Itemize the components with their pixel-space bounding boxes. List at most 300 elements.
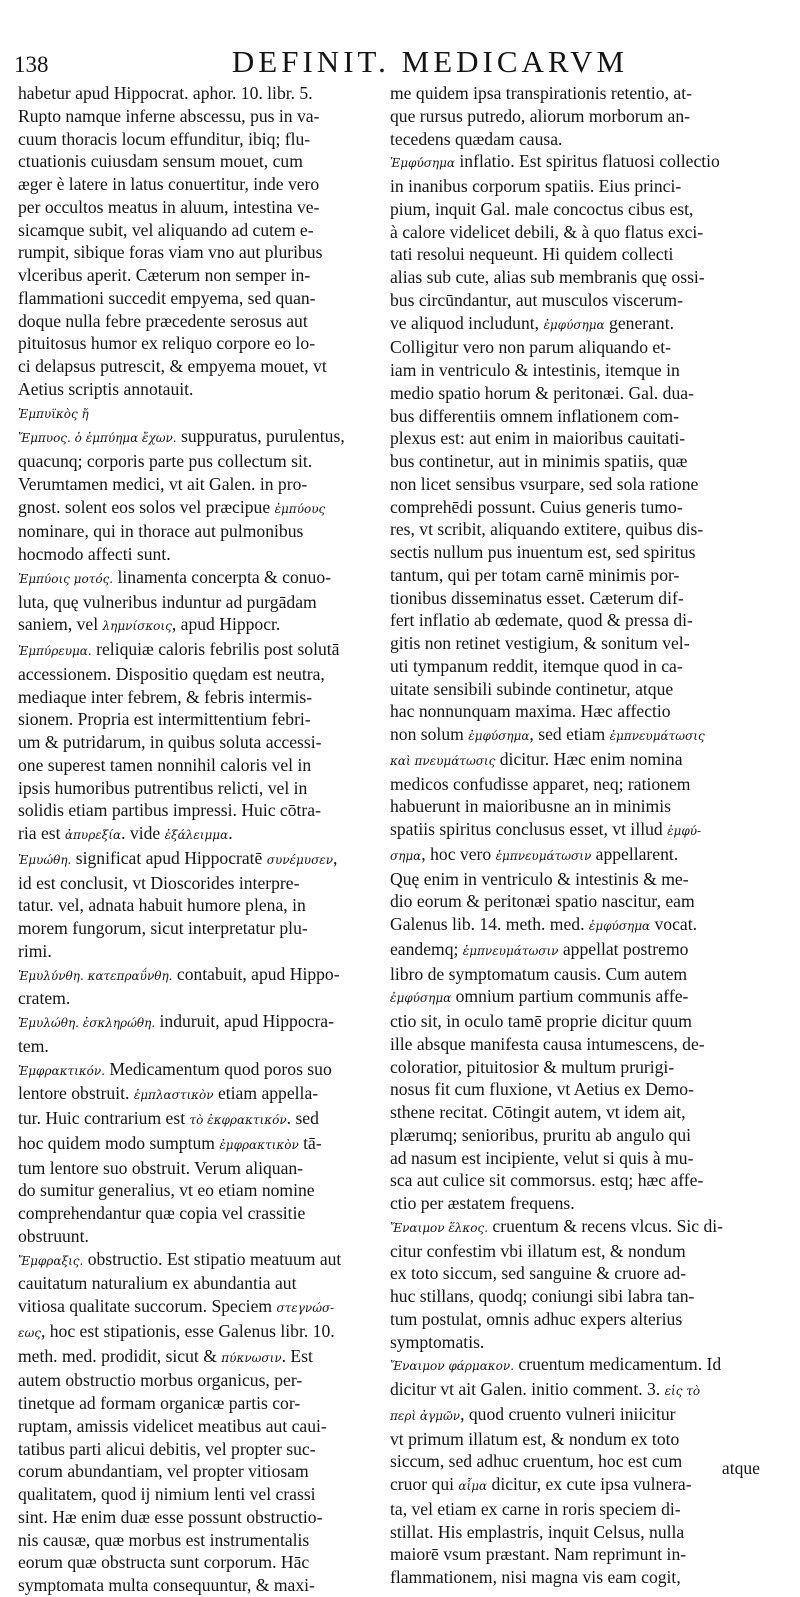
latin-text: que rursus putredo, aliorum morborum an- xyxy=(390,105,691,126)
text-line xyxy=(18,450,378,473)
latin-text: comprehendantur quæ copia vel crassitie xyxy=(18,1203,306,1223)
latin-text: cruentum & recens vlcus. Sic di- xyxy=(488,1215,724,1236)
text-line xyxy=(390,587,762,610)
latin-text: , hoc vero xyxy=(421,843,496,864)
latin-text: comprehēdi possunt. Cuius generis tumo- xyxy=(390,496,683,517)
latin-text: doque nulla febre præcedente serosus aut xyxy=(18,310,308,331)
text-line xyxy=(390,312,762,337)
latin-text: suppuratus, purulentus, xyxy=(176,426,345,447)
latin-text: rumpit, sibique foras viam vno aut pluribus xyxy=(18,242,323,263)
latin-text: plærumq; senioribus, pruritu ab angulo qui xyxy=(390,1124,692,1145)
latin-text: omnium partium communis affe- xyxy=(451,986,689,1007)
latin-text: symptomatis. xyxy=(390,1331,485,1352)
text-line xyxy=(18,963,378,988)
text-line xyxy=(18,496,378,521)
latin-text: uitate sensibili subinde continetur, atque xyxy=(390,678,674,699)
latin-text: tionibus disseminatus esset. Cæterum dif- xyxy=(390,587,684,608)
latin-text: siccum, sed adhuc cruentum, hoc est cum xyxy=(390,1451,683,1472)
latin-text: sicamque subit, vel aliquando ad cutem e- xyxy=(18,219,314,240)
text-line xyxy=(18,1483,378,1506)
latin-text: ruptam, amissis videlicet meatibus aut caui- xyxy=(18,1415,327,1436)
latin-text: autem obstructio morbus organicus, per- xyxy=(18,1370,303,1391)
latin-text: tā- xyxy=(298,1132,322,1153)
latin-text: tum postulat, omnis adhuc expers alterius xyxy=(390,1308,683,1329)
text-line xyxy=(390,700,762,723)
latin-text: pium, inquit Gal. male concoctus cibus est, xyxy=(390,198,694,219)
greek-term: περὶ ἀγμῶν xyxy=(390,1408,461,1423)
text-line xyxy=(390,795,762,818)
text-line xyxy=(390,1521,762,1544)
text-line xyxy=(390,1033,762,1056)
latin-text: ipsis humoribus putrentibus relicti, vel in xyxy=(18,777,308,798)
latin-text: . xyxy=(228,823,233,843)
text-line xyxy=(18,940,378,963)
text-line xyxy=(390,1215,762,1240)
running-head: DEFINIT. MEDICARVM xyxy=(231,44,629,79)
latin-text: gitis non retinet vestigium, & sonitum vel- xyxy=(390,633,690,653)
text-line xyxy=(390,541,762,564)
text-line xyxy=(390,773,762,796)
left-column xyxy=(18,82,378,1597)
text-line xyxy=(390,1056,762,1079)
latin-text: ta, vel etiam ex carne in roris speciem di- xyxy=(390,1498,681,1519)
latin-text: luta, quę vulneribus induntur ad purgādam xyxy=(18,591,317,612)
text-line xyxy=(18,219,378,242)
text-line xyxy=(390,1285,762,1308)
greek-term: Ἐμπύοις μοτός. xyxy=(18,571,114,586)
text-line xyxy=(18,663,378,686)
latin-text: plexus est: aut enim in maioribus cauitati- xyxy=(390,428,686,449)
latin-text: tem. xyxy=(18,1035,49,1056)
text-line xyxy=(18,1082,378,1107)
latin-text: ctio per æstatem frequens. xyxy=(390,1193,575,1213)
latin-text: tecedens quædam causa. xyxy=(390,128,563,149)
greek-term: αἷμα xyxy=(458,1479,488,1493)
latin-text: sectis nullum pus inuentum est, sed spiritus xyxy=(390,542,696,562)
text-line xyxy=(18,1506,378,1529)
dictionary-entry xyxy=(18,566,378,638)
latin-text: generant. xyxy=(604,312,675,333)
latin-text: um & putridarum, in quibus soluta accessi- xyxy=(18,732,322,752)
text-line xyxy=(18,686,378,709)
paragraph xyxy=(390,82,762,150)
text-line xyxy=(18,847,378,872)
latin-text: nis causæ, quæ morbus est instrumentalis xyxy=(18,1529,310,1550)
text-line xyxy=(18,1369,378,1392)
latin-text: in inanibus corporum spatiis. Eius princi- xyxy=(390,176,682,196)
text-line xyxy=(390,289,762,312)
latin-text: dicitur, ex cute ipsa vulnera- xyxy=(487,1474,692,1494)
text-line xyxy=(390,843,762,868)
greek-term: ἐμπνευμάτωσιν xyxy=(495,848,592,863)
latin-text: ctuationis cuiusdam sensum mouet, cum xyxy=(18,151,303,172)
latin-text: contabuit, apud Hippo- xyxy=(172,963,340,984)
text-line xyxy=(390,243,762,266)
latin-text: inflatio. Est spiritus flatuosi collectio xyxy=(455,151,720,172)
text-line xyxy=(390,963,762,986)
text-line xyxy=(390,1403,762,1428)
greek-term: στεγνώσ- xyxy=(276,1301,335,1315)
latin-text: sthene recitat. Cōtingit autem, vt idem ait, xyxy=(390,1102,686,1122)
latin-text: per occultos meatus in aluum, intestina ve- xyxy=(18,196,320,217)
text-line xyxy=(18,754,378,777)
greek-term: ἐμφύσημα xyxy=(390,991,452,1006)
text-line xyxy=(18,1010,378,1035)
latin-text: cratem. xyxy=(18,988,71,1009)
latin-text: non solum xyxy=(390,724,469,744)
latin-text: vocat. xyxy=(650,914,697,934)
text-line xyxy=(18,1345,378,1370)
latin-text: . vide xyxy=(121,823,165,843)
latin-text: tati resolui nequeunt. Hi quidem collecti xyxy=(390,244,674,265)
greek-term: Ἐμφύσημα xyxy=(390,156,456,171)
text-line xyxy=(18,822,378,847)
latin-text: Quę enim in ventriculo & intestinis & me- xyxy=(390,868,689,889)
text-line xyxy=(390,150,762,175)
latin-text: ad nasum est incipiente, velut si quis à mu- xyxy=(390,1147,694,1168)
latin-text: , apud Hippocr. xyxy=(171,614,281,635)
latin-text: fert inflatio ab œdemate, quod & pressa di- xyxy=(390,610,693,631)
text-line xyxy=(390,82,762,105)
right-column xyxy=(390,82,762,1589)
latin-text: cauitatum naturalium ex abundantia aut xyxy=(18,1273,297,1294)
greek-term: εἰς τὸ xyxy=(664,1384,701,1398)
latin-text: corum abundantiam, vel propter vitiosam xyxy=(18,1461,309,1482)
text-line xyxy=(390,890,762,913)
greek-term: Ἐμπυϊκὸς ἤ xyxy=(18,406,89,421)
greek-term: ἐμφύσημα xyxy=(468,729,530,743)
latin-text: significat apud Hippocratē xyxy=(71,847,267,868)
text-line xyxy=(390,105,762,128)
latin-text: induruit, apud Hippocra- xyxy=(155,1011,334,1031)
latin-text: sint. Hæ enim duæ esse possunt obstructio- xyxy=(18,1506,323,1527)
text-line xyxy=(390,1101,762,1124)
text-line xyxy=(390,1498,762,1521)
greek-term: Ἐμυλύνθη. κατεπραΰνθη. xyxy=(18,968,173,983)
latin-text: vlceribus aperit. Cæterum non semper in- xyxy=(18,265,311,285)
latin-text: ve aliquod includunt, xyxy=(390,312,544,333)
greek-term: Ἔναιμον φάρμακον. xyxy=(390,1359,515,1374)
text-line xyxy=(390,818,762,843)
text-line xyxy=(390,266,762,289)
latin-text: hac nonnunquam maxima. Hæc affectio xyxy=(390,701,671,722)
greek-term: ἐμπλαστικὸν xyxy=(133,1088,214,1103)
greek-term: Ἔναιμον ἕλκος. xyxy=(390,1220,489,1235)
dictionary-entry xyxy=(390,1353,762,1589)
greek-term: πύκνωσιν xyxy=(221,1350,282,1365)
text-line xyxy=(390,175,762,198)
text-line xyxy=(18,520,378,543)
latin-text: nominare, qui in thorace aut pulmonibus xyxy=(18,521,304,542)
latin-text: hocmodo affecti sunt. xyxy=(18,544,171,564)
text-line xyxy=(18,799,378,822)
latin-text: vt primum illatum est, & nondum ex toto xyxy=(390,1428,680,1449)
latin-text: id est conclusit, vt Dioscorides interpre- xyxy=(18,872,300,893)
text-line xyxy=(390,632,762,655)
latin-text: flammationi succedit empyema, sed quan- xyxy=(18,287,316,308)
latin-text: habuerunt in maioribusne an in minimis xyxy=(390,796,671,817)
latin-text: quacunq; corporis parte pus collectum sit. xyxy=(18,451,313,471)
text-line xyxy=(18,150,378,173)
latin-text: dicitur vt ait Galen. initio comment. 3. xyxy=(390,1379,665,1399)
text-line xyxy=(18,1415,378,1438)
text-line xyxy=(18,708,378,731)
latin-text: mediaque inter febrem, & febris intermis- xyxy=(18,686,313,707)
latin-text: spatiis spiritus conclusus esset, vt illud xyxy=(390,819,668,839)
latin-text: . sed xyxy=(286,1108,319,1128)
latin-text: bus continetur, aut in minimis spatiis, quæ xyxy=(390,451,688,471)
text-line xyxy=(18,613,378,638)
text-line xyxy=(18,1202,378,1225)
latin-text: tantum, qui per totam carnē minimis por- xyxy=(390,564,680,585)
latin-text: , xyxy=(333,847,338,868)
latin-text: reliquiæ caloris febrilis post solutā xyxy=(91,639,340,659)
catchword: atque xyxy=(721,1458,760,1478)
text-line xyxy=(390,1308,762,1331)
text-line xyxy=(390,518,762,541)
text-line xyxy=(18,1272,378,1295)
text-line xyxy=(390,1262,762,1285)
latin-text: huc stillans, quodq; coniungi sibi labra tan- xyxy=(390,1286,695,1306)
dictionary-entry xyxy=(18,847,378,963)
text-line xyxy=(18,425,378,450)
text-line xyxy=(18,1107,378,1132)
greek-term: Ἐμφρακτικόν. xyxy=(18,1063,106,1078)
text-line xyxy=(18,543,378,566)
latin-text: ria est xyxy=(18,823,65,843)
text-line xyxy=(18,894,378,917)
text-line xyxy=(18,332,378,355)
greek-term: ἐμφύσημα xyxy=(588,919,651,933)
text-line xyxy=(390,1543,762,1566)
latin-text: , sed etiam xyxy=(529,724,610,744)
text-line xyxy=(390,913,762,938)
greek-term: καὶ πνευμάτωσις xyxy=(390,753,496,768)
latin-text: bus circūndantur, aut musculos viscerum- xyxy=(390,289,683,310)
latin-text: lentore obstruit. xyxy=(18,1083,134,1104)
text-line xyxy=(390,1240,762,1263)
latin-text: ctio sit, in oculo tamē proprie dicitur quum xyxy=(390,1011,692,1031)
latin-text: morem fungorum, sicut interpretatur plu- xyxy=(18,918,308,938)
latin-text: gnost. solent eos solos vel præcipue xyxy=(18,496,275,517)
latin-text: sca aut culice sit commorsus. estq; hæc affe- xyxy=(390,1170,704,1191)
latin-text: appellat postremo xyxy=(558,938,689,959)
latin-text: Verumtamen medici, vt ait Galen. in pro- xyxy=(18,473,308,494)
text-line xyxy=(18,378,378,401)
text-line xyxy=(390,496,762,519)
greek-term: Ἐμυώθη. xyxy=(18,852,72,867)
greek-term: Ἔμφραξις. xyxy=(18,1253,84,1268)
text-line xyxy=(390,1566,762,1589)
dictionary-entry xyxy=(18,1010,378,1058)
latin-text: tum lentore suo obstruit. Verum aliquan- xyxy=(18,1157,304,1178)
latin-text: cruentum medicamentum. Id xyxy=(514,1354,722,1375)
latin-text: obstructio. Est stipatio meatuum aut xyxy=(83,1248,342,1269)
text-line xyxy=(18,82,378,105)
greek-term: ἀπυρεξία xyxy=(64,828,122,842)
text-line xyxy=(390,1353,762,1378)
text-line xyxy=(390,1450,762,1473)
text-line xyxy=(390,723,762,748)
dictionary-entry xyxy=(18,1058,378,1248)
text-line xyxy=(18,1438,378,1461)
greek-term: Ἔμπυος. ὁ ἐμπύημα ἔχων. xyxy=(18,431,177,446)
text-line xyxy=(18,917,378,940)
text-line xyxy=(390,1378,762,1403)
latin-text: vitiosa qualitate succorum. Speciem xyxy=(18,1296,277,1316)
latin-text: symptomata multa consequuntur, & maxi- xyxy=(18,1575,315,1595)
latin-text: , hoc est stipationis, esse Galenus libr. 10. xyxy=(40,1320,335,1341)
text-line xyxy=(390,405,762,428)
text-line xyxy=(390,985,762,1010)
text-line xyxy=(18,872,378,895)
text-line xyxy=(390,1124,762,1147)
text-line xyxy=(18,1132,378,1157)
latin-text: Rupto namque inferne abscessu, pus in va- xyxy=(18,105,320,126)
greek-term: εως xyxy=(18,1325,41,1340)
text-line xyxy=(390,359,762,382)
text-line xyxy=(390,1192,762,1215)
text-line xyxy=(390,1078,762,1101)
dictionary-entry xyxy=(18,401,378,426)
text-line xyxy=(18,1320,378,1345)
latin-text: dio eorum & peritonæi spatio nascitur, eam xyxy=(390,891,695,912)
text-line xyxy=(390,1169,762,1192)
latin-text: coloratior, pituitosior & multum prurigi- xyxy=(390,1056,675,1077)
latin-text: Galenus lib. 14. meth. med. xyxy=(390,914,589,934)
latin-text: Aetius scriptis annotauit. xyxy=(18,378,194,399)
latin-text: qualitatem, quod ij nimium lenti vel crassi xyxy=(18,1484,316,1504)
latin-text: obstruunt. xyxy=(18,1225,89,1246)
latin-text: medicos confudisse apparet, neq; rationem xyxy=(390,773,691,794)
dictionary-entry xyxy=(390,1215,762,1354)
text-line xyxy=(390,336,762,359)
latin-text: linamenta concerpta & conuo- xyxy=(113,566,331,587)
text-line xyxy=(18,196,378,219)
text-line xyxy=(18,1179,378,1202)
text-line xyxy=(18,1058,378,1083)
latin-text: tatur. vel, adnata habuit humore plena, in xyxy=(18,895,306,916)
latin-text: eorum quæ obstructa sunt corporum. Hāc xyxy=(18,1552,310,1573)
latin-text: stillat. His emplastris, inquit Celsus, nulla xyxy=(390,1521,685,1542)
text-line xyxy=(18,1295,378,1320)
latin-text: accessionem. Dispositio quędam est neutra, xyxy=(18,663,325,684)
latin-text: eandemq; xyxy=(390,938,463,959)
latin-text: me quidem ipsa transpirationis retentio, at- xyxy=(390,83,692,103)
latin-text: alias sub cute, alias sub membranis quę ossi- xyxy=(390,267,705,287)
text-line xyxy=(390,868,762,891)
latin-text: appellarent. xyxy=(591,843,679,864)
text-line xyxy=(18,591,378,614)
text-line xyxy=(18,1157,378,1180)
text-line xyxy=(18,105,378,128)
latin-text: à calore videlicet debili, & à quo flatus exci- xyxy=(390,221,704,242)
greek-term: Ἐμπύρευμα. xyxy=(18,644,92,658)
dictionary-entry xyxy=(18,425,378,566)
text-line xyxy=(18,401,378,426)
text-line xyxy=(18,1460,378,1483)
text-line xyxy=(18,731,378,754)
dictionary-entry xyxy=(18,963,378,1011)
latin-text: ci delapsus putrescit, & empyema mouet, vt xyxy=(18,356,327,376)
text-line xyxy=(390,1010,762,1033)
text-line xyxy=(390,1147,762,1170)
text-line xyxy=(390,128,762,151)
latin-text: Medicamentum quod poros suo xyxy=(105,1058,332,1079)
greek-term: ἐμφρακτικὸν xyxy=(219,1137,299,1152)
text-line xyxy=(18,173,378,196)
paragraph xyxy=(18,82,378,401)
text-line xyxy=(18,1392,378,1415)
latin-text: habetur apud Hippocrat. aphor. 10. libr. 5. xyxy=(18,83,313,103)
text-line xyxy=(390,748,762,773)
latin-text: . Est xyxy=(281,1345,313,1366)
text-line xyxy=(18,473,378,496)
text-line xyxy=(390,473,762,496)
text-line xyxy=(390,1331,762,1354)
text-line xyxy=(18,355,378,378)
latin-text: etiam appella- xyxy=(213,1083,319,1104)
greek-term: ἐμπύους xyxy=(274,501,326,516)
latin-text: bus differentiis omnem inflationem com- xyxy=(390,405,679,426)
text-line xyxy=(18,1225,378,1248)
text-line xyxy=(18,777,378,800)
latin-text: maiorē vsum præstant. Nam reprimunt in- xyxy=(390,1544,687,1565)
dictionary-entry xyxy=(18,638,378,847)
text-line xyxy=(18,264,378,287)
greek-term: Ἐμυλώθη. ἐσκληρώθη. xyxy=(18,1016,156,1030)
latin-text: citur confestim vbi illatum est, & nondum xyxy=(390,1240,686,1261)
text-line xyxy=(18,287,378,310)
latin-text: solidis etiam partibus impressi. Huic cōtra- xyxy=(18,800,321,821)
greek-term: ἐμφύσημα xyxy=(543,317,605,332)
latin-text: tur. Huic contrarium est xyxy=(18,1108,190,1128)
latin-text: uti tympanum reddit, itemque quod in ca- xyxy=(390,655,683,676)
dictionary-entry xyxy=(18,1248,378,1597)
text-line xyxy=(18,241,378,264)
latin-text: one superest tamen nonnihil caloris vel in xyxy=(18,754,312,775)
text-line xyxy=(18,1551,378,1574)
text-line xyxy=(390,450,762,473)
latin-text: non licet sensibus vsurpare, sed sola ratione xyxy=(390,473,699,494)
latin-text: libro de symptomatum causis. Cum autem xyxy=(390,963,688,984)
greek-term: συνέμυσεν xyxy=(266,852,334,867)
greek-term: ἐμπνευμάτωσις xyxy=(609,729,705,743)
text-line xyxy=(390,427,762,450)
text-line xyxy=(18,1035,378,1058)
latin-text: Colligitur vero non parum aliquando et- xyxy=(390,337,671,358)
latin-text: rimi. xyxy=(18,940,52,961)
latin-text: iam in ventriculo & intestinis, itemque in xyxy=(390,360,680,380)
text-line xyxy=(390,938,762,963)
latin-text: meth. med. prodidit, sicut & xyxy=(18,1345,222,1366)
text-line xyxy=(18,1529,378,1552)
text-line xyxy=(390,221,762,244)
text-line xyxy=(390,678,762,701)
latin-text: tinetque ad formam organicæ partis cor- xyxy=(18,1393,301,1413)
latin-text: sionem. Propria est intermittentium febri- xyxy=(18,709,311,730)
text-line xyxy=(390,564,762,587)
text-line xyxy=(18,1248,378,1273)
latin-text: tatibus parti alicui debitis, vel propter suc- xyxy=(18,1438,316,1459)
text-line xyxy=(18,566,378,591)
latin-text: ex toto siccum, sed sanguine & cruore ad- xyxy=(390,1263,687,1284)
greek-term: ἐμφύ- xyxy=(667,824,702,838)
greek-term: λημνίσκοις xyxy=(102,619,172,634)
latin-text: nosus fit cum fluxione, vt Aetius ex Demo- xyxy=(390,1079,694,1100)
latin-text: do sumitur generalius, vt eo etiam nomine xyxy=(18,1180,315,1201)
text-line xyxy=(390,1473,762,1498)
